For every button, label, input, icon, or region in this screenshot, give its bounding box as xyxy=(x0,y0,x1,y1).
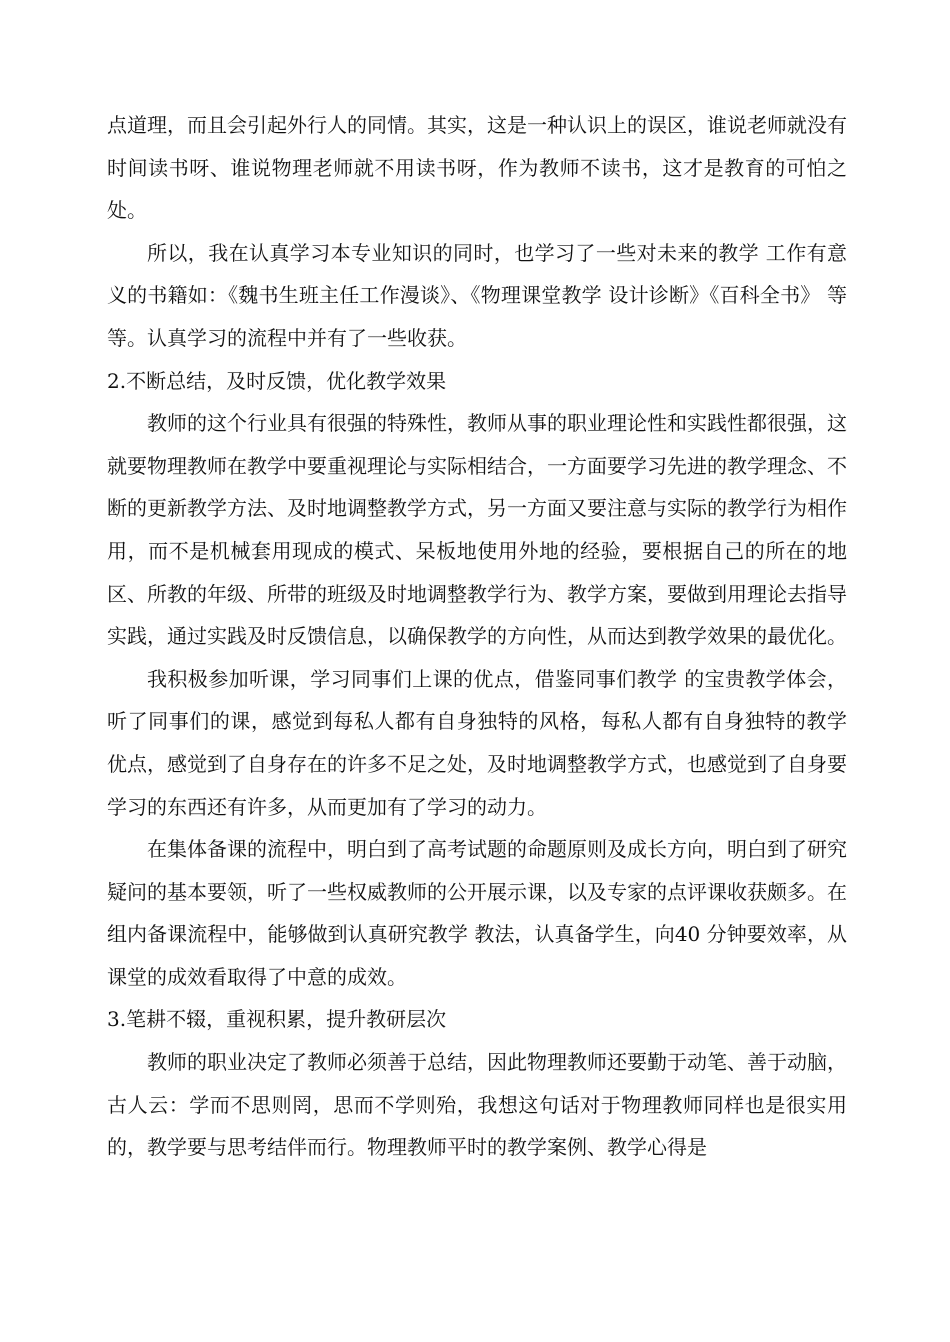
paragraph-teaching-practice: 教师的这个行业具有很强的特殊性，教师从事的职业理论性和实践性都很强，这就要物理教师在教学中要重视理论与实际相结合，一方面要学习先进的教学理念、不断的更新教学方法、及时地调整教学方式，另一方面又要注意与实际的教学行为相作用，而不是机械套用现成的模式、呆板地使用外地的经验，要根据自己的所在的地区、所教的年级、所带的班级及时地调整教学行为、教学方案，要做到用理论去指导实践，通过实践及时反馈信息，以确保教学的方向性，从而达到教学效果的最优化。 xyxy=(107,411,847,649)
paragraph-lesson-observation: 我积极参加听课，学习同事们上课的优点，借鉴同事们教学 的宝贵教学体会，听了同事们的课，感觉到每私人都有自身独特的风格，每私人都有自身独特的教学 优点，感觉到了自身存在的许多不足之处，及时地调整教学方式，也感觉到了自身要学习的东西还有许多，从而更加有了学习的动力。 xyxy=(107,666,847,819)
paragraph-continued: 点道理，而且会引起外行人的同情。其实，这是一种认识上的误区，谁说老师就没有时间读书呀、谁说物理老师就不用读书呀，作为教师不读书，这才是教育的可怕之处。 xyxy=(107,113,847,223)
paragraph-reading: 所以，我在认真学习本专业知识的同时，也学习了一些对未来的教学 工作有意义的书籍如：《魏书生班主任工作漫谈》、《物理课堂教学 设计诊断》《百科全书》 等等。认真学习的流程中并有了一些收获。 xyxy=(107,240,847,350)
document-body xyxy=(107,104,847,1169)
section-heading-3: 3.笔耕不辍，重视积累，提升教研层次 xyxy=(107,1007,447,1032)
paragraph-reflection: 教师的职业决定了教师必须善于总结，因此物理教师还要勤于动笔、善于动脑，古人云：学而不思则罔，思而不学则殆，我想这句话对于物理教师同样也是很实用的，教学要与思考结伴而行。物理教师平时的教学案例、教学心得是 xyxy=(107,1050,847,1160)
section-heading-2: 2.不断总结，及时反馈，优化教学效果 xyxy=(107,368,447,393)
paragraph-collective-preparation: 在集体备课的流程中，明白到了高考试题的命题原则及成长方向，明白到了研究疑问的基本要领，听了一些权威教师的公开展示课，以及专家的点评课收获颇多。在组内备课流程中，能够做到认真研究教学 教法，认真备学生，向40 分钟要效率，从课堂的成效看取得了中意的成效。 xyxy=(107,837,847,989)
